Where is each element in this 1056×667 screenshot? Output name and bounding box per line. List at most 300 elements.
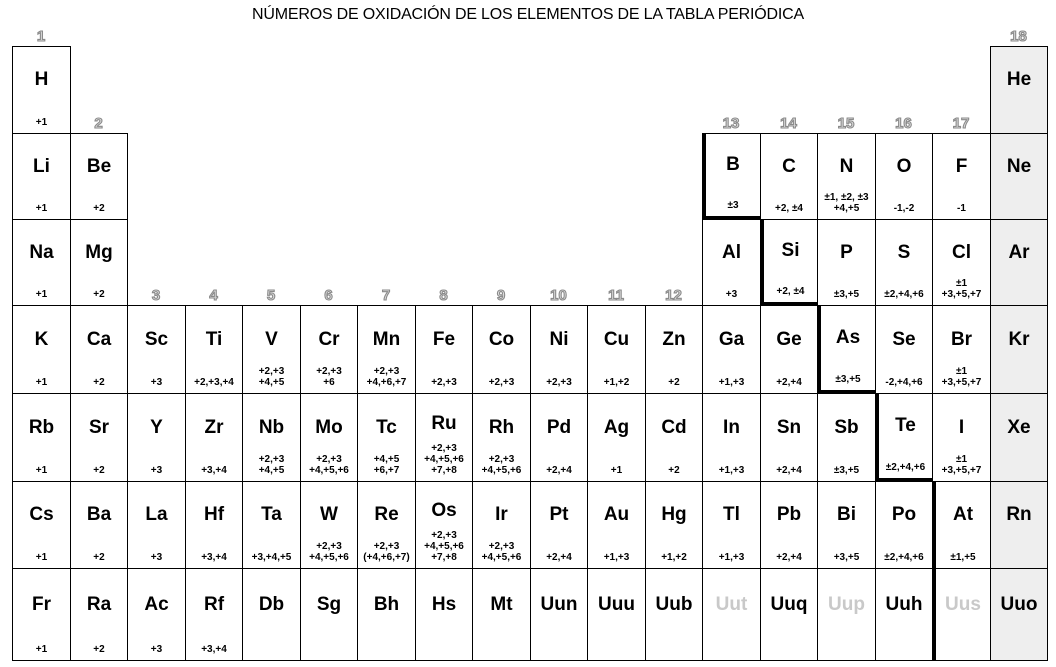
group-label-13: 13 — [722, 115, 740, 132]
element-symbol: Mn — [372, 328, 401, 350]
oxidation-line: ±3,+5 — [833, 289, 860, 300]
oxidation-states — [936, 538, 990, 568]
oxidation-states — [818, 189, 875, 219]
element-cell-w — [300, 481, 358, 569]
element-symbol: W — [320, 504, 338, 525]
element-cell-at — [932, 481, 991, 569]
oxidation-states — [991, 630, 1047, 660]
element-symbol: Co — [488, 328, 515, 350]
oxidation-states — [71, 363, 127, 393]
element-symbol: Xe — [1007, 416, 1031, 438]
element-symbol: Al — [722, 241, 741, 263]
oxidation-line: +2,+3 — [431, 377, 457, 388]
oxidation-states — [13, 630, 70, 660]
element-cell-os — [415, 481, 473, 569]
oxidation-states — [703, 630, 760, 660]
oxidation-states — [991, 103, 1047, 133]
element-symbol: O — [896, 155, 912, 177]
oxidation-line: ±2,+4,+6 — [884, 552, 924, 563]
element-cell-in — [702, 393, 761, 482]
element-cell-br — [932, 305, 991, 394]
element-symbol: Se — [892, 328, 916, 350]
element-cell-hf — [185, 481, 243, 569]
element-cell-s — [875, 219, 933, 306]
oxidation-states — [991, 363, 1047, 393]
element-symbol: Sr — [88, 416, 110, 438]
element-symbol: Hf — [203, 504, 225, 525]
element-symbol: Ta — [261, 504, 282, 525]
element-symbol: Uub — [655, 593, 693, 615]
element-symbol: Cr — [318, 328, 340, 350]
element-symbol: Br — [950, 328, 973, 350]
element-cell-ac — [127, 568, 186, 661]
oxidation-line: ±3,+5 — [835, 374, 861, 385]
oxidation-line: +2 — [668, 465, 680, 476]
element-symbol: Rb — [28, 416, 55, 438]
oxidation-states — [416, 630, 472, 660]
oxidation-states — [186, 538, 242, 568]
oxidation-states — [128, 538, 185, 568]
oxidation-states — [818, 538, 875, 568]
oxidation-states — [991, 275, 1047, 305]
element-symbol: Pb — [776, 504, 802, 525]
oxidation-line: +7,+8 — [431, 552, 457, 563]
element-cell-sb — [817, 393, 876, 482]
element-cell-cl — [932, 219, 991, 306]
element-cell-bh — [357, 568, 416, 661]
oxidation-line: +3,+4 — [201, 465, 227, 476]
oxidation-line: +4,+6,+7 — [366, 377, 407, 388]
oxidation-states — [128, 630, 185, 660]
element-symbol: Tc — [376, 416, 397, 438]
element-cell-ga — [702, 305, 761, 394]
oxidation-states — [416, 530, 472, 568]
oxidation-line: +3,+4 — [201, 552, 227, 563]
element-symbol: P — [840, 241, 853, 263]
oxidation-states — [243, 363, 300, 393]
oxidation-line: +2,+3 — [373, 541, 400, 552]
element-symbol: Ru — [431, 412, 457, 434]
element-symbol: Uun — [540, 593, 578, 615]
oxidation-states — [531, 630, 587, 660]
oxidation-line: +4,+5 — [258, 377, 285, 388]
element-symbol: Ag — [603, 416, 630, 438]
element-cell-i — [932, 393, 991, 482]
element-cell-xe — [990, 393, 1048, 482]
oxidation-states — [13, 538, 70, 568]
oxidation-line: +3,+5 — [833, 552, 860, 563]
element-symbol: Hg — [661, 504, 687, 525]
oxidation-states — [71, 451, 127, 481]
element-cell-zn — [645, 305, 703, 394]
oxidation-line: +2,+3 — [431, 530, 457, 541]
oxidation-line: +1 — [35, 465, 48, 476]
element-cell-uub — [645, 568, 703, 661]
oxidation-states — [703, 451, 760, 481]
group-label-10: 10 — [550, 287, 567, 304]
oxidation-line: +3 — [150, 465, 163, 476]
element-cell-pb — [760, 481, 818, 569]
oxidation-states — [646, 451, 702, 481]
element-symbol: Ni — [549, 328, 569, 350]
element-cell-ag — [587, 393, 646, 482]
group-label-2: 2 — [94, 115, 103, 132]
element-cell-na — [12, 219, 71, 306]
group-label-6: 6 — [324, 287, 333, 304]
oxidation-line: +2,+3,+4 — [194, 377, 234, 388]
oxidation-line: +4,+5 — [833, 203, 860, 214]
element-cell-uuu — [587, 568, 646, 661]
oxidation-states — [761, 538, 817, 568]
element-symbol: Pd — [546, 416, 572, 438]
element-cell-db — [242, 568, 301, 661]
element-cell-p — [817, 219, 876, 306]
element-cell-as — [817, 305, 876, 394]
oxidation-line: ±3 — [727, 200, 739, 211]
element-symbol: Li — [33, 155, 50, 177]
element-symbol: Uuu — [598, 593, 635, 615]
element-cell-al — [702, 219, 761, 306]
element-symbol: S — [897, 241, 911, 263]
element-symbol: Ne — [1006, 155, 1032, 177]
oxidation-states — [936, 630, 990, 660]
element-symbol: Db — [258, 593, 285, 615]
element-symbol: K — [34, 328, 49, 350]
oxidation-line: +2,+4 — [546, 465, 572, 476]
oxidation-states — [71, 630, 127, 660]
oxidation-line: +7,+8 — [431, 465, 457, 476]
element-cell-ca — [70, 305, 128, 394]
element-symbol: Pt — [549, 504, 569, 525]
element-symbol: V — [265, 328, 278, 350]
element-cell-co — [472, 305, 531, 394]
oxidation-line: +2 — [93, 377, 105, 388]
oxidation-states — [646, 630, 702, 660]
element-cell-n — [817, 133, 876, 220]
oxidation-states — [703, 275, 760, 305]
oxidation-states — [933, 451, 990, 481]
oxidation-states — [876, 538, 932, 568]
element-symbol: Bh — [373, 593, 400, 615]
element-symbol: H — [34, 69, 49, 90]
oxidation-states — [531, 451, 587, 481]
element-cell-ir — [472, 481, 531, 569]
element-symbol: Be — [86, 155, 112, 177]
element-cell-fr — [12, 568, 71, 661]
element-cell-po — [875, 481, 933, 569]
element-symbol: Uup — [828, 593, 865, 615]
element-cell-ge — [760, 305, 818, 394]
element-symbol: Au — [603, 504, 630, 525]
oxidation-line: +3 — [725, 289, 738, 300]
group-label-4: 4 — [209, 287, 218, 304]
oxidation-states — [13, 363, 70, 393]
element-cell-re — [357, 481, 416, 569]
element-cell-ba — [70, 481, 128, 569]
element-symbol: As — [835, 327, 861, 348]
oxidation-line: +1 — [610, 465, 623, 476]
oxidation-states — [876, 630, 932, 660]
oxidation-states — [531, 363, 587, 393]
group-label-18: 18 — [1010, 28, 1027, 45]
element-symbol: Mg — [85, 241, 113, 263]
oxidation-states — [703, 538, 760, 568]
oxidation-states — [13, 275, 70, 305]
oxidation-line: +2,+3 — [316, 454, 342, 465]
oxidation-line: ±3,+5 — [833, 465, 860, 476]
element-cell-ar — [990, 219, 1048, 306]
oxidation-states — [818, 451, 875, 481]
oxidation-line: +4,+5,+6 — [481, 465, 522, 476]
oxidation-line: +3,+4,+5 — [251, 552, 292, 563]
oxidation-states — [761, 189, 817, 219]
element-cell-fe — [415, 305, 473, 394]
element-cell-uut — [702, 568, 761, 661]
oxidation-line: +2,+3 — [488, 541, 515, 552]
oxidation-line: +2 — [93, 552, 105, 563]
element-cell-tc — [357, 393, 416, 482]
oxidation-line: +1,+3 — [718, 377, 745, 388]
oxidation-line: +3,+4 — [201, 644, 227, 655]
oxidation-states — [588, 363, 645, 393]
oxidation-line: +6,+7 — [373, 465, 400, 476]
element-symbol: Rn — [1006, 504, 1032, 525]
element-cell-kr — [990, 305, 1048, 394]
element-symbol: Fr — [32, 593, 51, 615]
element-symbol: Sc — [144, 328, 169, 350]
element-symbol: Cl — [952, 241, 971, 263]
oxidation-line: +4,+5,+6 — [309, 465, 349, 476]
element-cell-pt — [530, 481, 588, 569]
element-cell-sr — [70, 393, 128, 482]
oxidation-states — [876, 189, 932, 219]
group-label-16: 16 — [895, 115, 912, 132]
oxidation-states — [243, 630, 300, 660]
oxidation-line: +3 — [150, 552, 163, 563]
element-symbol: La — [145, 504, 168, 525]
element-symbol: Mo — [315, 416, 343, 438]
element-symbol: C — [782, 155, 796, 177]
oxidation-line: +2,+3 — [488, 454, 515, 465]
oxidation-states — [301, 630, 357, 660]
element-cell-cs — [12, 481, 71, 569]
oxidation-line: +4,+5 — [258, 465, 285, 476]
element-symbol: Zr — [204, 416, 224, 438]
oxidation-states — [991, 451, 1047, 481]
oxidation-line: +2 — [93, 289, 105, 300]
element-symbol: Ga — [718, 328, 745, 350]
oxidation-line: ±1,+5 — [950, 552, 976, 563]
element-symbol: Uuo — [1000, 593, 1038, 615]
oxidation-states — [128, 451, 185, 481]
oxidation-states — [416, 443, 472, 481]
oxidation-line: ±1, ±2, ±3 — [824, 192, 869, 203]
element-symbol: Ir — [495, 504, 508, 525]
element-symbol: Uut — [715, 593, 748, 615]
oxidation-line: +2,+3 — [316, 541, 342, 552]
element-cell-rh — [472, 393, 531, 482]
element-cell-si — [760, 219, 818, 306]
element-symbol: Os — [431, 500, 457, 521]
oxidation-states — [243, 538, 300, 568]
element-cell-rf — [185, 568, 243, 661]
group-label-12: 12 — [665, 287, 682, 304]
oxidation-states — [588, 630, 645, 660]
element-symbol: Tl — [723, 504, 740, 525]
oxidation-states — [821, 360, 875, 390]
oxidation-states — [646, 538, 702, 568]
element-symbol: Sb — [834, 416, 859, 438]
element-cell-ne — [990, 133, 1048, 220]
element-cell-pd — [530, 393, 588, 482]
element-symbol: Kr — [1008, 328, 1030, 350]
oxidation-states — [588, 451, 645, 481]
oxidation-line: +1 — [35, 552, 48, 563]
group-label-5: 5 — [266, 287, 276, 304]
oxidation-line: +6 — [323, 377, 335, 388]
oxidation-states — [879, 448, 932, 478]
oxidation-states — [301, 538, 357, 568]
element-cell-mn — [357, 305, 416, 394]
oxidation-line: +1,+2 — [603, 377, 630, 388]
oxidation-states — [301, 363, 357, 393]
element-cell-cr — [300, 305, 358, 394]
oxidation-line: +3,+5,+7 — [941, 377, 982, 388]
oxidation-line: +4,+5,+6 — [424, 454, 464, 465]
oxidation-line: +3,+5,+7 — [941, 289, 982, 300]
element-cell-nb — [242, 393, 301, 482]
element-cell-cu — [587, 305, 646, 394]
element-cell-c — [760, 133, 818, 220]
oxidation-line: +2 — [93, 644, 105, 655]
group-label-14: 14 — [780, 115, 797, 132]
element-symbol: Cs — [29, 504, 54, 525]
page-title: NÚMEROS DE OXIDACIÓN DE LOS ELEMENTOS DE LA TABLA PERIÓDICA — [252, 6, 804, 23]
element-cell-cd — [645, 393, 703, 482]
oxidation-line: +4,+5,+6 — [309, 552, 349, 563]
element-cell-b — [702, 133, 761, 220]
element-cell-mt — [472, 568, 531, 661]
element-symbol: Fe — [432, 328, 456, 350]
element-symbol: Ti — [205, 328, 223, 350]
oxidation-line: +1 — [35, 644, 48, 655]
element-symbol: Ge — [776, 328, 802, 350]
oxidation-line: +2,+3 — [373, 366, 400, 377]
oxidation-line: +2,+4 — [546, 552, 572, 563]
oxidation-line: +2,+4 — [776, 552, 802, 563]
element-cell-be — [70, 133, 128, 220]
oxidation-states — [588, 538, 645, 568]
element-symbol: F — [955, 155, 968, 177]
element-symbol: Cu — [603, 328, 630, 350]
element-symbol: Ar — [1008, 241, 1030, 263]
element-cell-sc — [127, 305, 186, 394]
oxidation-line: (+4,+6,+7) — [363, 552, 410, 563]
group-label-15: 15 — [837, 115, 855, 132]
oxidation-line: +2,+3 — [258, 366, 285, 377]
element-cell-f — [932, 133, 991, 220]
oxidation-states — [473, 630, 530, 660]
oxidation-states — [818, 275, 875, 305]
oxidation-states — [876, 363, 932, 393]
oxidation-states — [358, 538, 415, 568]
element-symbol: Y — [150, 416, 163, 438]
oxidation-line: +1 — [35, 117, 48, 128]
oxidation-line: +2,+3 — [546, 377, 572, 388]
element-cell-zr — [185, 393, 243, 482]
oxidation-states — [358, 363, 415, 393]
oxidation-states — [761, 630, 817, 660]
element-cell-he — [990, 46, 1048, 134]
oxidation-states — [991, 189, 1047, 219]
element-cell-rb — [12, 393, 71, 482]
group-label-1: 1 — [36, 28, 46, 45]
element-symbol: Rf — [203, 593, 225, 615]
oxidation-line: +1 — [35, 289, 48, 300]
oxidation-states — [531, 538, 587, 568]
oxidation-line: +2,+4 — [776, 465, 802, 476]
element-cell-k — [12, 305, 71, 394]
element-symbol: Cd — [661, 416, 687, 438]
element-symbol: Te — [895, 415, 916, 436]
element-cell-te — [875, 393, 933, 482]
oxidation-line: ±1 — [955, 278, 968, 289]
oxidation-line: +3 — [150, 377, 163, 388]
oxidation-line: +2 — [668, 377, 680, 388]
oxidation-states — [876, 275, 932, 305]
element-cell-ni — [530, 305, 588, 394]
element-symbol: N — [839, 155, 854, 177]
group-label-3: 3 — [151, 287, 161, 304]
oxidation-line: +2,+4 — [776, 377, 802, 388]
element-symbol: Sn — [776, 416, 802, 438]
oxidation-states — [13, 189, 70, 219]
element-symbol: B — [726, 154, 740, 175]
oxidation-states — [301, 451, 357, 481]
oxidation-line: ±1 — [955, 454, 968, 465]
oxidation-line: +1,+3 — [603, 552, 630, 563]
element-cell-uuo — [990, 568, 1048, 661]
element-symbol: I — [958, 416, 965, 438]
element-symbol: Na — [29, 241, 54, 263]
element-symbol: Mt — [490, 593, 513, 615]
oxidation-states — [13, 451, 70, 481]
oxidation-states — [703, 363, 760, 393]
oxidation-states — [991, 538, 1047, 568]
element-cell-hg — [645, 481, 703, 569]
element-cell-uuh — [875, 568, 933, 661]
element-cell-rn — [990, 481, 1048, 569]
element-cell-au — [587, 481, 646, 569]
element-symbol: Ba — [86, 504, 112, 525]
oxidation-states — [186, 630, 242, 660]
element-symbol: Hs — [431, 593, 457, 615]
group-label-17: 17 — [952, 115, 970, 132]
element-cell-ti — [185, 305, 243, 394]
element-symbol: Uuq — [770, 593, 808, 615]
element-cell-h — [12, 46, 71, 134]
oxidation-line: +2, ±4 — [774, 203, 803, 214]
oxidation-states — [706, 186, 760, 216]
oxidation-line: +1,+3 — [718, 465, 745, 476]
oxidation-states — [473, 538, 530, 568]
oxidation-line: +1 — [35, 203, 48, 214]
oxidation-line: +2 — [93, 203, 105, 214]
element-symbol: He — [1006, 69, 1032, 90]
oxidation-states — [358, 451, 415, 481]
oxidation-line: -1 — [957, 203, 966, 214]
oxidation-states — [933, 363, 990, 393]
